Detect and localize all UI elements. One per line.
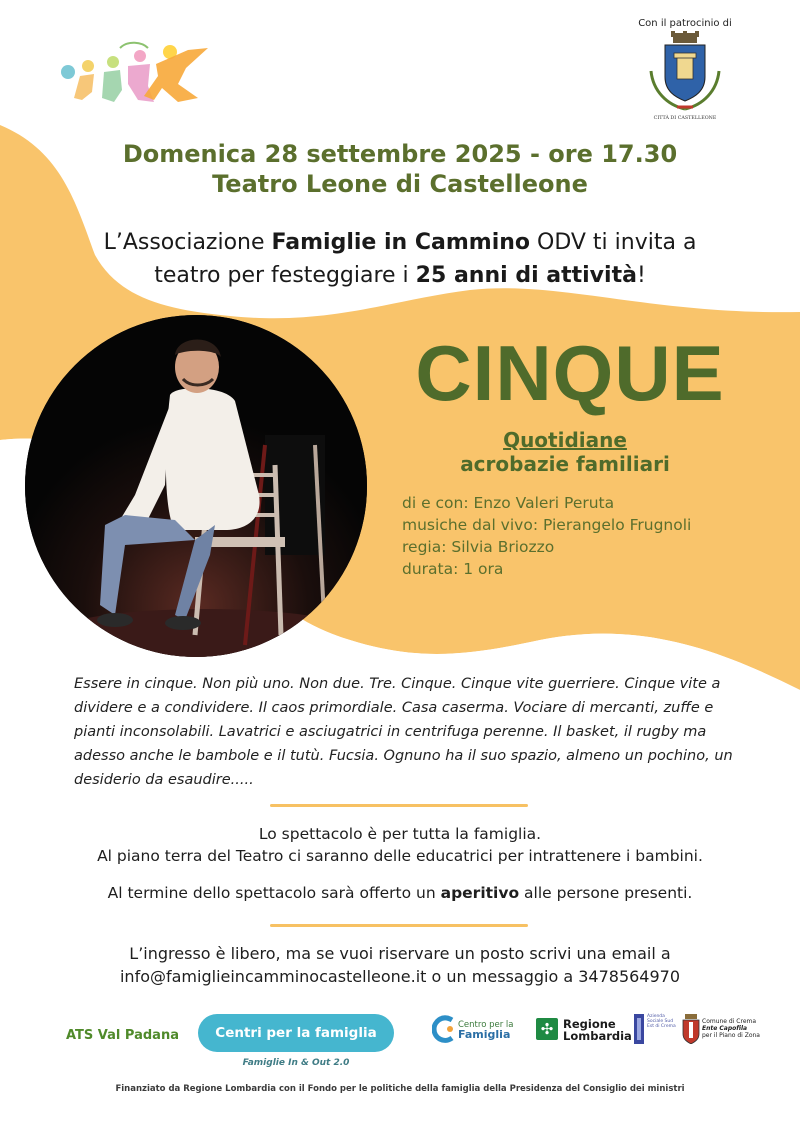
patronage-label: Con il patrocinio di xyxy=(638,18,732,29)
credit-line: regia: Silvia Briozzo xyxy=(402,538,555,556)
comune-line1: Comune di Crema xyxy=(702,1018,757,1025)
rl-rose-icon: ✣ xyxy=(536,1018,558,1040)
azienda-sociale-logo xyxy=(634,1014,678,1046)
comune-line3: per il Piano di Zona xyxy=(702,1032,760,1039)
subtitle-line2: acrobazie familiari xyxy=(460,452,670,476)
contact-line1: L’ingresso è libero, ma se vuoi riservare un posto scrivi una email a xyxy=(129,944,671,963)
show-title: CINQUE xyxy=(415,329,725,417)
invitation-text xyxy=(0,226,800,292)
contact-middle: o un messaggio a xyxy=(426,967,579,986)
aperitivo-post: alle persone presenti. xyxy=(519,884,693,902)
performer-illustration xyxy=(25,315,367,657)
credit-line: durata: 1 ora xyxy=(402,560,504,578)
invite-part4: ! xyxy=(636,263,646,288)
show-credits xyxy=(402,492,782,580)
family-line-1: Lo spettacolo è per tutta la famiglia. xyxy=(258,825,542,843)
centri-subtitle: Famiglie In & Out 2.0 xyxy=(242,1058,350,1068)
subtitle-line1: Quotidiane xyxy=(503,428,627,452)
divider-bottom xyxy=(270,924,528,927)
credit-line: di e con: Enzo Valeri Peruta xyxy=(402,494,615,512)
cpf-small: Centro per la xyxy=(458,1020,514,1030)
invite-part3: teatro per festeggiare i xyxy=(154,263,416,288)
centro-per-la-famiglia-logo xyxy=(432,1014,524,1048)
contact-info xyxy=(0,942,800,988)
family-note xyxy=(0,823,800,867)
show-subtitle xyxy=(400,428,730,476)
rl-line2: Lombardia xyxy=(563,1029,632,1043)
rl-line1: Regione xyxy=(563,1017,616,1031)
azienda-text: Azienda Sociale Sud Est di Crema xyxy=(647,1014,676,1029)
aperitivo-bold: aperitivo xyxy=(440,884,520,902)
event-date: Domenica 28 settembre 2025 - ore 17.30 xyxy=(122,140,678,168)
invite-part2: ODV ti invita a xyxy=(530,230,697,255)
children-logo-icon xyxy=(58,40,218,110)
invite-org: Famiglie in Cammino xyxy=(271,230,531,255)
family-line-2: Al piano terra del Teatro ci saranno delle educatrici per intrattenere i bambini. xyxy=(97,847,703,865)
aperitivo-pre: Al termine dello spettacolo sarà offerto un xyxy=(107,884,441,902)
invite-part1: L’Associazione xyxy=(103,230,272,255)
patronage-block xyxy=(630,18,740,121)
credit-line: musiche dal vivo: Pierangelo Frugnoli xyxy=(402,516,692,534)
contact-phone[interactable]: 3478564970 xyxy=(578,967,681,986)
crema-crest-icon xyxy=(682,1014,700,1044)
invite-highlight: 25 anni di attività xyxy=(415,263,637,288)
event-venue: Teatro Leone di Castelleone xyxy=(212,170,588,198)
centri-per-la-famiglia-button[interactable]: Centri per la famiglia xyxy=(198,1014,394,1052)
comune-di-crema-logo xyxy=(682,1010,762,1050)
contact-email[interactable]: info@famiglieincamminocastelleone.it xyxy=(119,967,427,986)
funding-note: Finanziato da Regione Lombardia con il Fondo per le politiche della famiglia della Presidenza del Consiglio dei ministri xyxy=(115,1084,685,1094)
comune-line2: Ente Capofila xyxy=(702,1025,748,1032)
show-synopsis: Essere in cinque. Non più uno. Non due. Tre. Cinque. Cinque vite guerriere. Cinque vite a dividere e a condividere. Il caos primordiale. Casa caserma. Vociare di mercanti, zuffe e pianti inconsolabili. Lavatrici e asciugatrici in centrifuga perenne. Il basket, il rugby ma adesso anche le bambole e il tutù. Fucsia. Ognuno ha il suo spazio, almeno un pochino, un desiderio da esaudire..... xyxy=(74,676,733,788)
regione-lombardia-logo xyxy=(536,1016,632,1046)
castelleone-crest-icon xyxy=(647,31,723,121)
ats-val-padana-logo: ATS Val Padana xyxy=(66,1028,179,1043)
aperitivo-note xyxy=(0,884,800,902)
divider-top xyxy=(270,804,528,807)
cpf-text xyxy=(458,1020,514,1041)
performer-photo xyxy=(25,315,367,657)
cpf-c-icon xyxy=(432,1014,456,1044)
cpf-big: Famiglia xyxy=(458,1028,511,1041)
rl-text xyxy=(563,1018,632,1042)
azienda-stripe-icon xyxy=(634,1014,644,1044)
comune-text xyxy=(702,1018,760,1039)
crest-text: CITTÀ DI CASTELLEONE xyxy=(653,116,717,121)
